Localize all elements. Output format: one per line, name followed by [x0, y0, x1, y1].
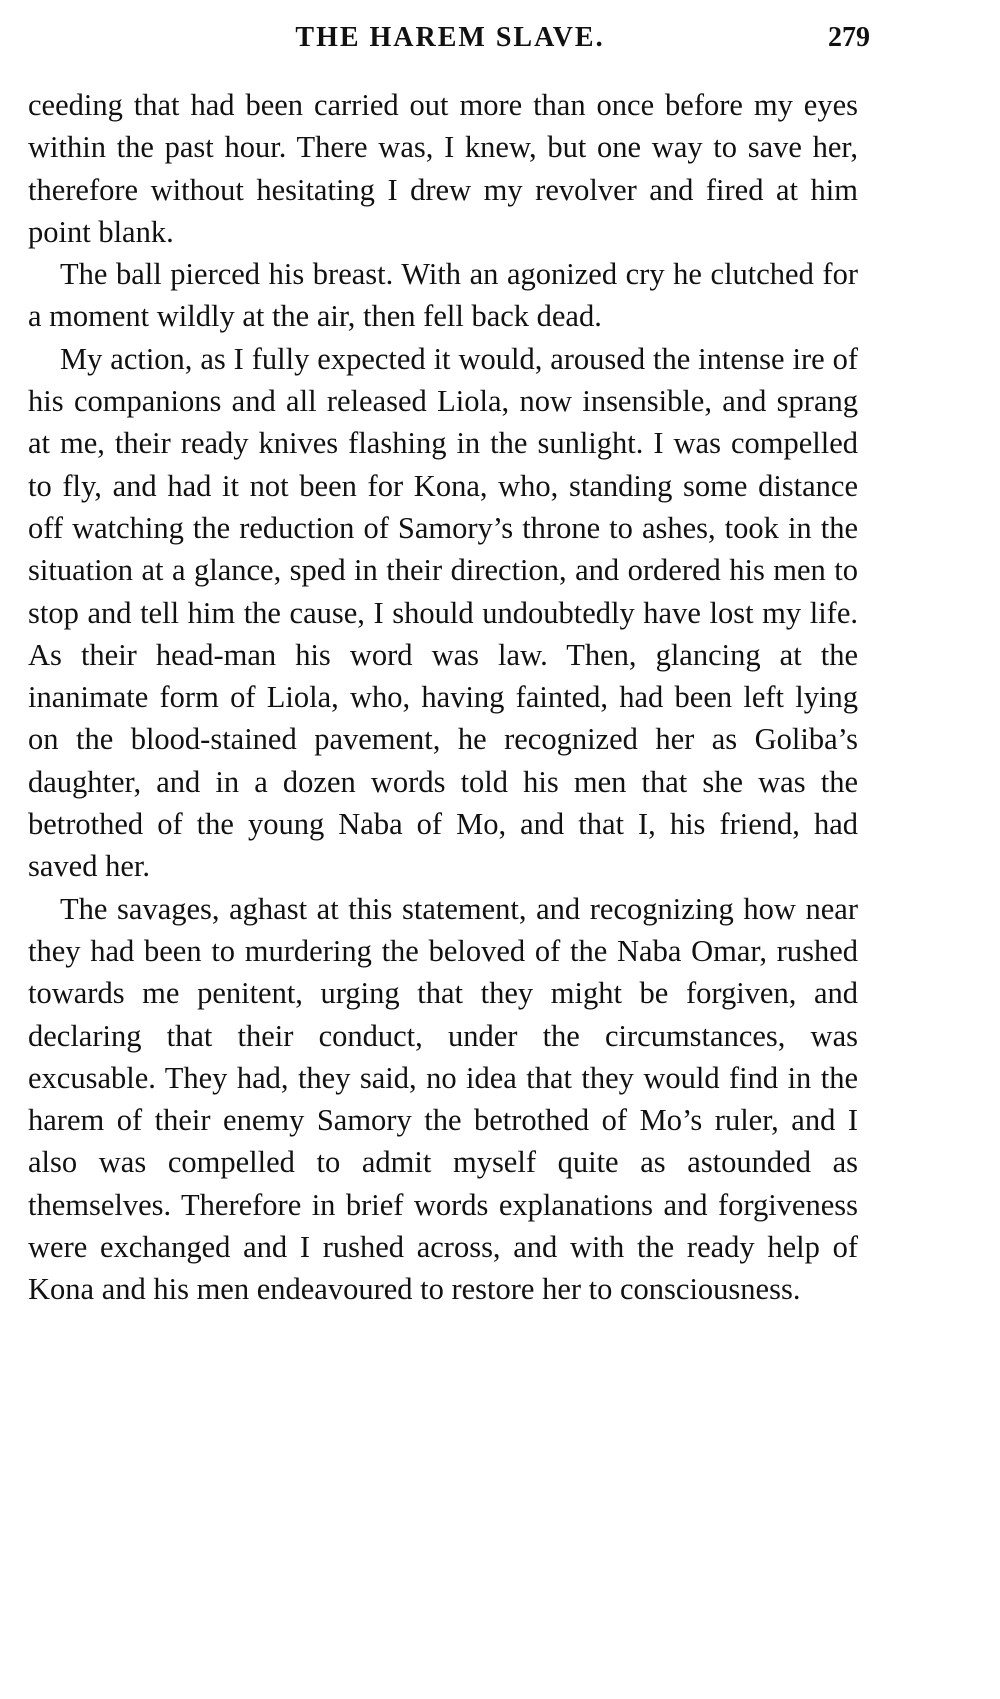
running-title: THE HAREM SLAVE.	[295, 22, 605, 53]
paragraph-continuation: ceeding that had been carried out more than once before my eyes within the past hour. There was, I knew, but one way to save her, therefore without hesitating I drew my revolver and fired at him point blank.	[28, 88, 858, 249]
paragraph: My action, as I fully expected it would, aroused the intense ire of his companions and all released Liola, now insensible, and sprang at me, their ready knives flashing in the sunlight. I was compelled to fly, and had it not been for Kona, who, standing some distance off watching the reduction of Samory’s throne to ashes, took in the situation at a glance, sped in their direction, and ordered his men to stop and tell him the cause, I should undoubtedly have lost my life. As their head-man his word was law. Then, glancing at the inanimate form of Liola, who, having fainted, had been left lying on the blood-stained pavement, he recognized her as Goliba’s daughter, and in a dozen words told his men that she was the betrothed of the young Naba of Mo, and that I, his friend, had saved her.	[28, 341, 858, 884]
paragraph: The ball pierced his breast. With an agonized cry he clutched for a moment wildly at the air, then fell back dead.	[28, 257, 858, 334]
body-text	[28, 84, 858, 1311]
page-number: 279	[828, 22, 870, 53]
paragraph: The savages, aghast at this statement, and recognizing how near they had been to murdering the beloved of the Naba Omar, rushed towards me penitent, urging that they might be forgiven, and declaring that their conduct, under the circumstances, was excusable. They had, they said, no idea that they would find in the harem of their enemy Samory the betrothed of Mo’s ruler, and I also was compelled to admit myself quite as astounded as themselves. Therefore in brief words explanations and forgiveness were exchanged and I rushed across, and with the ready help of Kona and his men endeavoured to restore her to consciousness.	[28, 891, 858, 1307]
running-head	[0, 22, 1000, 62]
